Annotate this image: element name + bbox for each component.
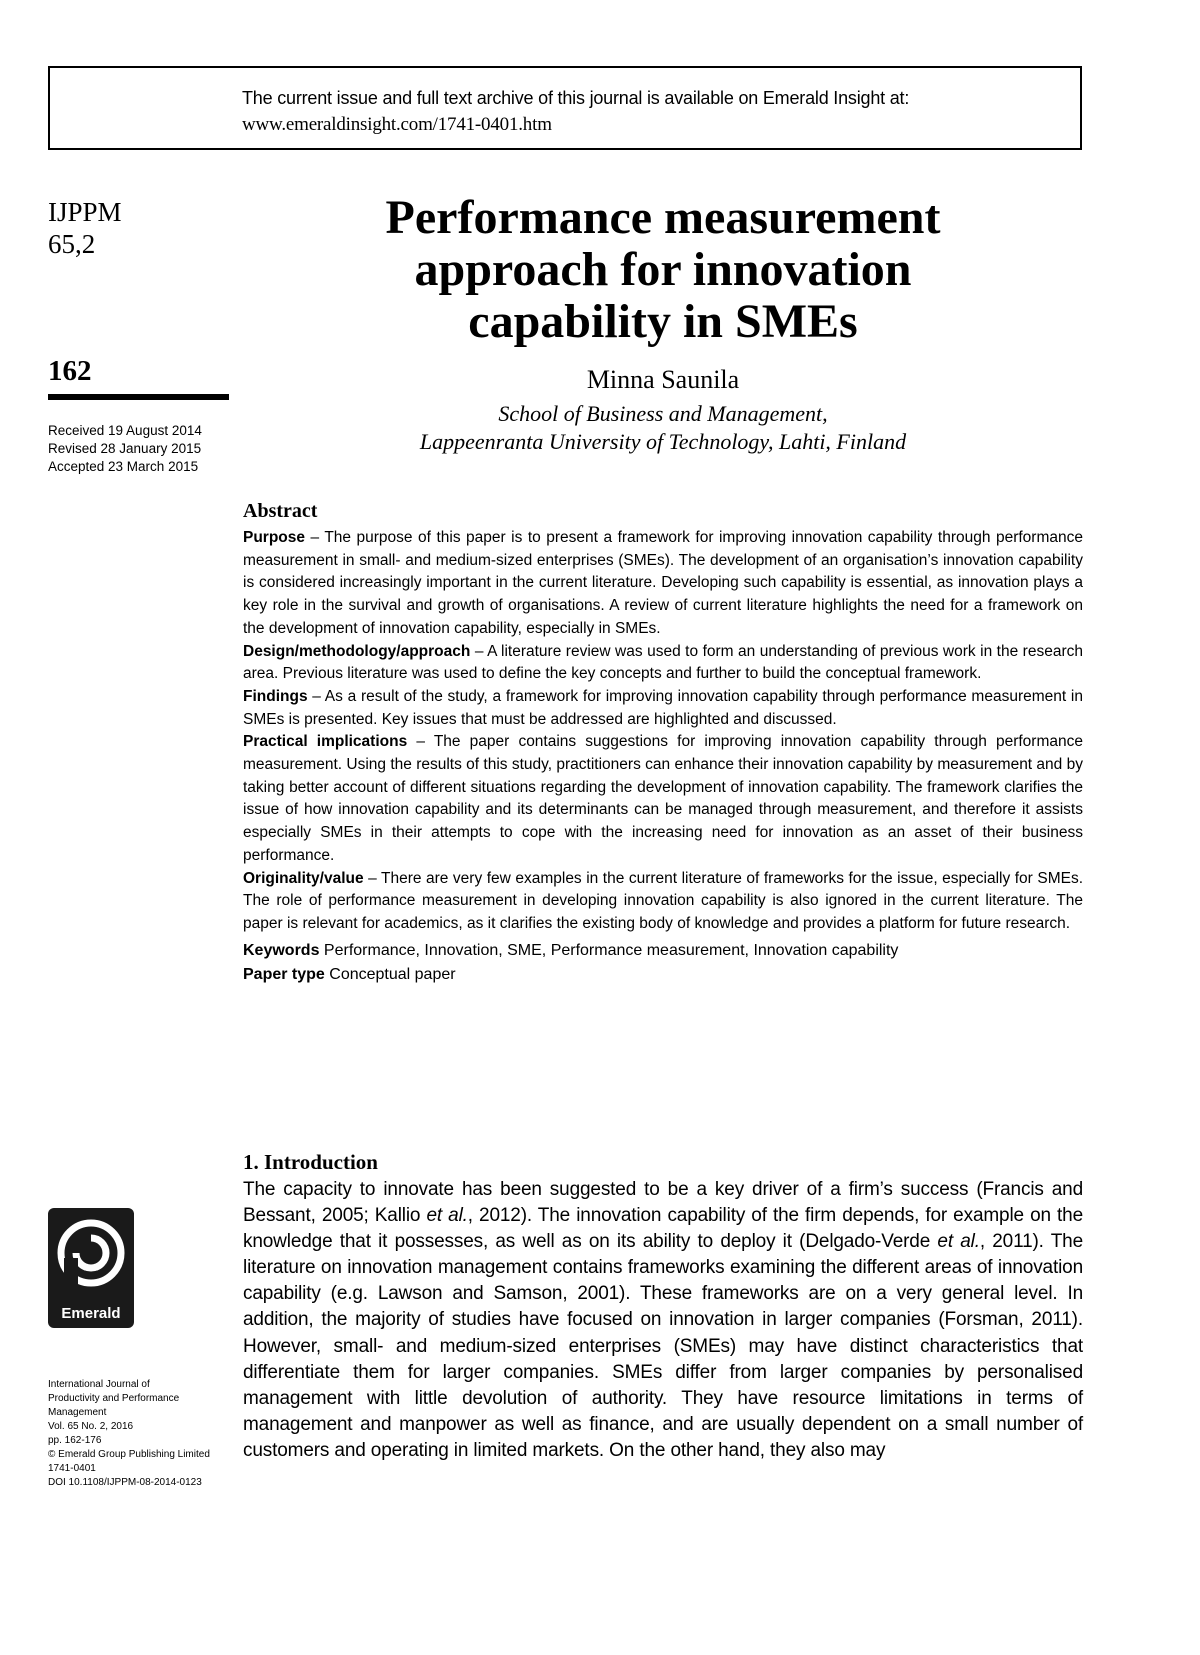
citation-line: Vol. 65 No. 2, 2016 xyxy=(48,1421,134,1432)
intro-etal: et al. xyxy=(937,1231,980,1253)
received-date: Received 19 August 2014 xyxy=(48,423,202,438)
abstract-originality xyxy=(243,868,1083,936)
practical-text: – The paper contains suggestions for improving innovation capability through performance measurement. Using the results of this study, practitioners can enhance their innovation capability by measurement and by taking better account of different situations regarding the development of innovation capability. The framework clarifies the issue of how innovation capability and its determinants can be managed through measurement, and therefore it assists especially SMEs in their attempts to cope with the increasing need for innovation as an asset of their business performance. xyxy=(243,733,1083,864)
abstract-design xyxy=(243,641,1083,686)
journal-availability-box xyxy=(48,66,1082,150)
findings-label: Findings xyxy=(243,687,308,705)
abstract-purpose xyxy=(243,527,1083,641)
author-name: Minna Saunila xyxy=(586,365,740,394)
page-number-rule xyxy=(48,394,229,400)
paper-type-label: Paper type xyxy=(243,965,325,983)
page-number: 162 xyxy=(48,355,92,387)
title-line: approach for innovation xyxy=(414,243,912,296)
title-line: Performance measurement xyxy=(385,191,941,244)
abstract xyxy=(243,500,1083,986)
citation-line: Productivity and Performance xyxy=(48,1393,180,1404)
originality-text: – There are very few examples in the current literature of frameworks for the issue, especially for SMEs. The role of performance measurement in developing innovation capability is also ignored in the current literature. The paper is relevant for academics, as it clarifies the existing body of knowledge and provides a platform for future research. xyxy=(243,869,1083,932)
citation-line: 1741-0401 xyxy=(48,1463,96,1474)
citation-line: © Emerald Group Publishing Limited xyxy=(48,1449,210,1460)
abstract-findings xyxy=(243,686,1083,731)
design-label: Design/methodology/approach xyxy=(243,642,471,660)
availability-notice: The current issue and full text archive of this journal is available on Emerald Insight at: xyxy=(242,88,910,108)
keywords xyxy=(243,940,1083,962)
citation-line: Management xyxy=(48,1407,107,1418)
paper-type-text: Conceptual paper xyxy=(324,965,456,983)
paper-type xyxy=(243,964,1083,986)
introduction-section xyxy=(243,1150,1083,1464)
introduction-paragraph xyxy=(243,1177,1083,1464)
journal-url-link[interactable]: www.emeraldinsight.com/1741-0401.htm xyxy=(242,114,552,135)
journal-abbrev: IJPPM xyxy=(48,197,122,227)
design-text: – A literature review was used to form an understanding of previous work in the research area. Previous literature was used to define the key concepts and further to build the conceptual framework. xyxy=(243,642,1083,683)
citation-line: International Journal of xyxy=(48,1379,150,1390)
findings-text: – As a result of the study, a framework for improving innovation capability through performance measurement in SMEs is presented. Key issues that must be addressed are highlighted and discussed. xyxy=(243,687,1083,728)
journal-volume: 65,2 xyxy=(48,229,96,259)
accepted-date: Accepted 23 March 2015 xyxy=(48,459,199,474)
intro-text-segment: , 2011). The literature on innovation management contains frameworks examining the different areas of innovation capability (e.g. Lawson and Samson, 2001). These frameworks are on a very general level. In addition, the majority of studies have focused on innovation in larger companies (Forsman, 2011). However, small- and medium-sized enterprises (SMEs) may have distinct characteristics that differentiate them for larger companies. SMEs differ from larger companies by personalised management with little devolution of authority. They have resource limitations in terms of management and manpower as well as finance, and are usually dependent on a small number of customers and operating in limited markets. On the other hand, they also may xyxy=(243,1231,1084,1461)
keywords-text: Performance, Innovation, SME, Performance measurement, Innovation capability xyxy=(319,941,899,959)
revised-date: Revised 28 January 2015 xyxy=(48,441,202,456)
intro-etal: et al. xyxy=(426,1205,468,1227)
title-line: capability in SMEs xyxy=(468,295,858,348)
emerald-logo xyxy=(48,1208,134,1328)
originality-label: Originality/value xyxy=(243,869,364,887)
journal-code xyxy=(48,196,122,260)
affiliation-line: School of Business and Management, xyxy=(498,401,828,426)
keywords-label: Keywords xyxy=(243,941,320,959)
purpose-text: – The purpose of this paper is to present a framework for improving innovation capability through performance measurement in small- and medium-sized enterprises (SMEs). The development of an organisation’s innovation capability is considered increasingly important in the current literature. Developing such capability is essential, as innovation plays a key role in the survival and growth of organisations. A review of current literature highlights the need for a framework on the development of innovation capability, especially in SMEs. xyxy=(243,529,1083,637)
introduction-heading: 1. Introduction xyxy=(243,1150,378,1174)
emerald-logo-icon xyxy=(56,1218,126,1288)
article-title xyxy=(243,192,1083,348)
intro-text-segment: , 2012). The innovation capability of the firm depends, for example on the knowledge that it possesses, as well as on its ability to deploy it (Delgado-Verde xyxy=(243,1205,1084,1253)
doi-link[interactable]: DOI 10.1108/IJPPM-08-2014-0123 xyxy=(48,1477,202,1488)
article-dates xyxy=(48,422,202,476)
abstract-practical xyxy=(243,731,1083,867)
purpose-label: Purpose xyxy=(243,529,306,546)
citation-line: pp. 162-176 xyxy=(48,1435,102,1446)
intro-text-segment: The capacity to innovate has been suggested to be a key driver of a firm’s success (Francis and Bessant, 2005; Kallio xyxy=(243,1179,1083,1227)
affiliation-line: Lappeenranta University of Technology, Lahti, Finland xyxy=(419,429,907,454)
journal-citation xyxy=(48,1378,238,1490)
author-affiliation xyxy=(243,400,1083,456)
abstract-heading: Abstract xyxy=(243,500,318,522)
practical-label: Practical implications xyxy=(243,733,408,751)
emerald-logo-label: Emerald xyxy=(61,1305,121,1322)
